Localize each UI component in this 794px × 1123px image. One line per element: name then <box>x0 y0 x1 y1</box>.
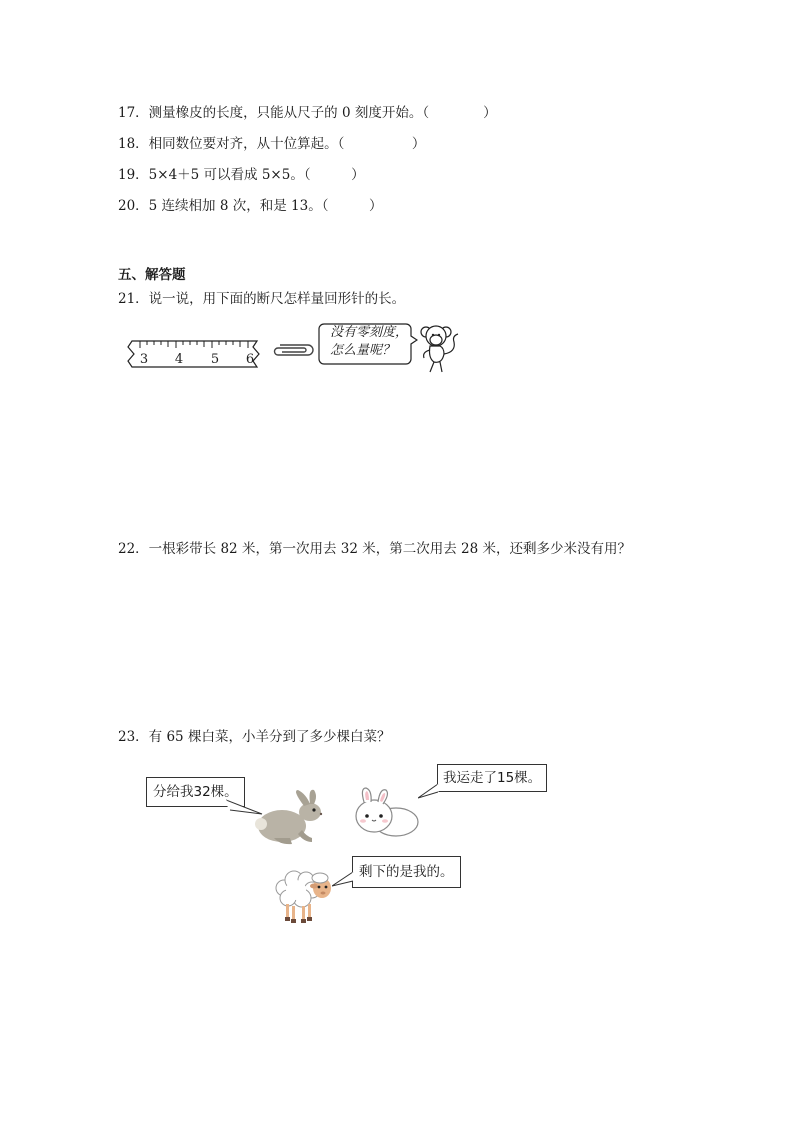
broken-ruler-icon <box>126 340 263 368</box>
bubble-line-1: 没有零刻度， <box>330 325 409 340</box>
monkey-bubble-text <box>330 324 412 360</box>
white-rabbit-speech-box: 我运走了15棵。 <box>437 764 547 792</box>
question-19: 19．5×4＋5 可以看成 5×5。（ ） <box>118 167 365 183</box>
ruler-label-4: 4 <box>174 352 184 367</box>
ruler-label-6: 6 <box>245 352 255 367</box>
sheep-icon <box>272 866 334 926</box>
white-rabbit-icon <box>352 786 422 840</box>
sheep-speech-tail <box>332 872 354 888</box>
sheep-speech-box: 剩下的是我的。 <box>352 856 461 888</box>
bubble-line-2: 怎么量呢？ <box>330 343 396 358</box>
section-title: 五、解答题 <box>118 267 186 283</box>
question-23: 23．有 65 棵白菜，小羊分到了多少棵白菜？ <box>118 729 391 745</box>
question-22: 22．一根彩带长 82 米，第一次用去 32 米，第二次用去 28 米，还剩多少米没有用？ <box>118 541 631 557</box>
ruler-label-5: 5 <box>210 352 220 367</box>
gray-rabbit-icon <box>252 788 328 846</box>
paperclip-icon <box>272 342 314 358</box>
ruler-label-3: 3 <box>139 352 149 367</box>
question-20: 20．5 连续相加 8 次，和是 13。（ ） <box>118 198 383 214</box>
gray-rabbit-speech-box: 分给我32棵。 <box>146 777 245 807</box>
question-21: 21．说一说，用下面的断尺怎样量回形针的长。 <box>118 291 406 307</box>
question-18: 18．相同数位要对齐，从十位算起。（ ） <box>118 136 426 152</box>
monkey-icon <box>416 322 462 376</box>
question-17: 17．测量橡皮的长度，只能从尺子的 0 刻度开始。（ ） <box>118 105 497 121</box>
